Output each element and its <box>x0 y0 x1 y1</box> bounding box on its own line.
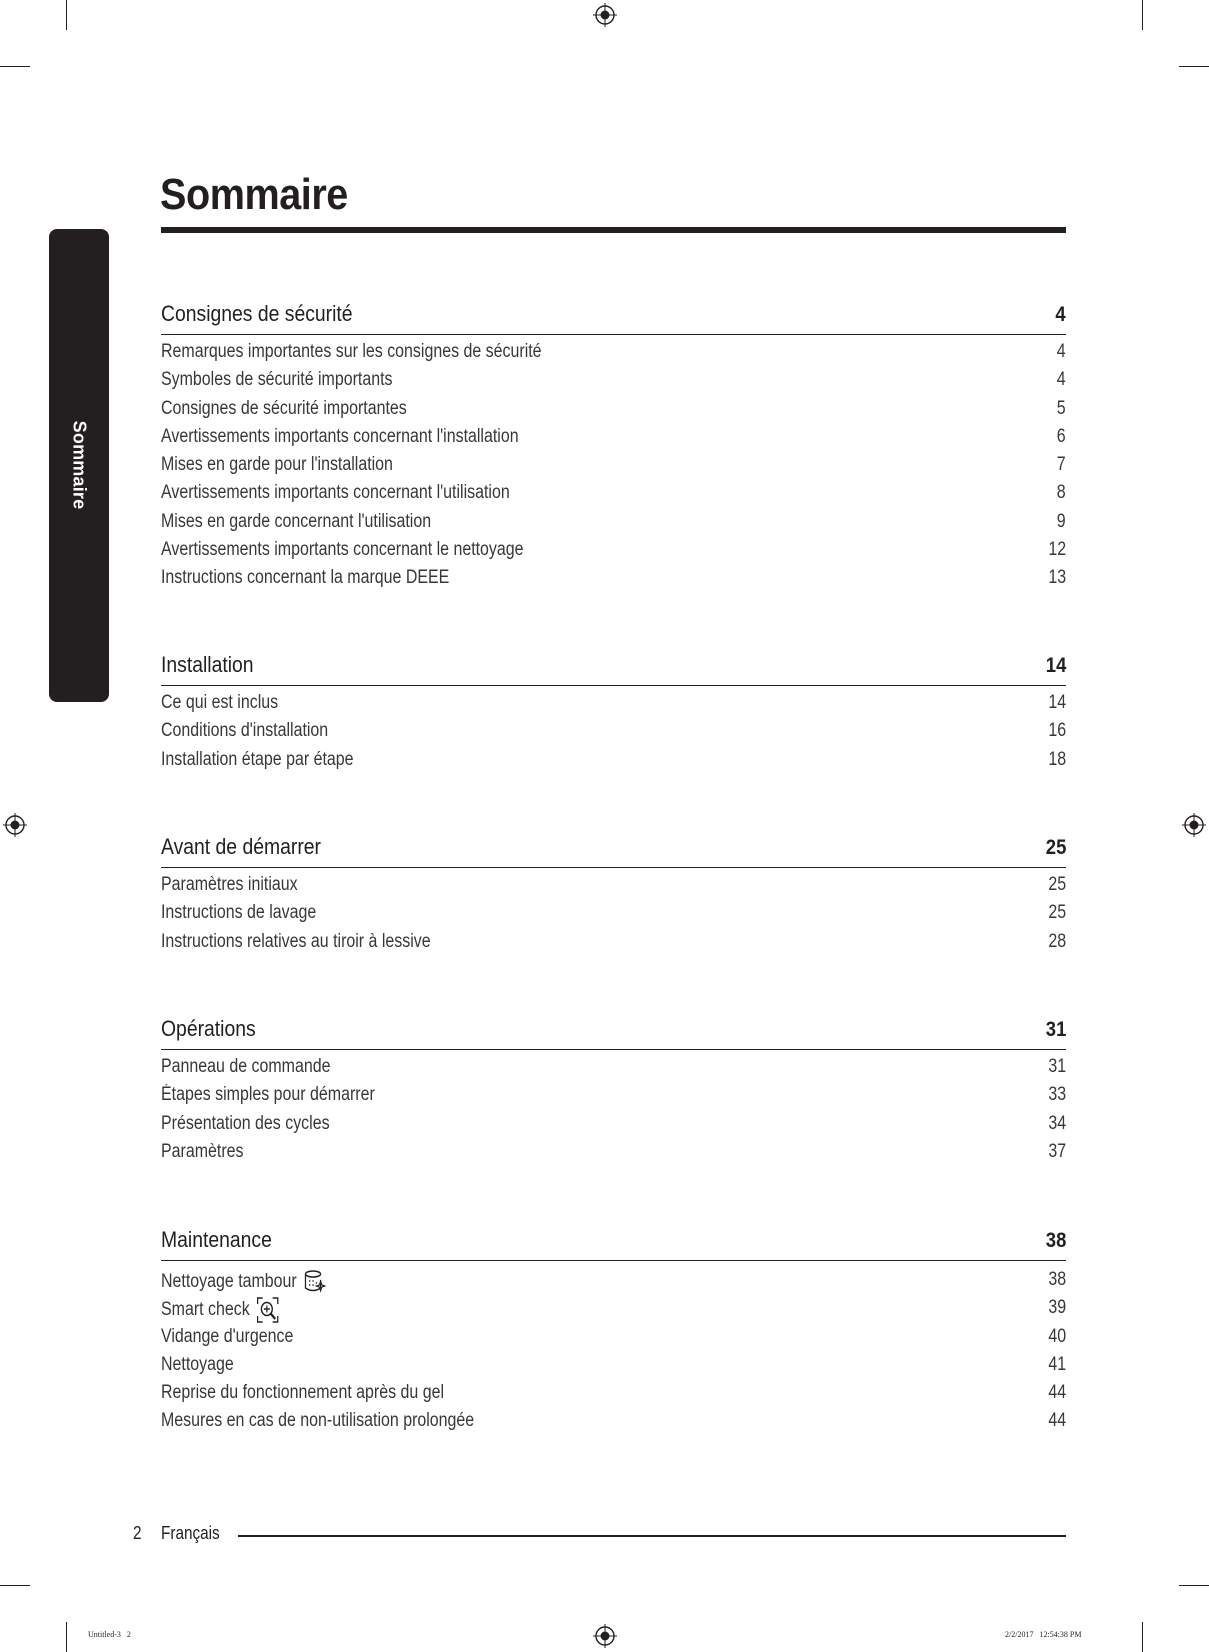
toc-entry[interactable] <box>161 872 1066 900</box>
entry-label: Ce qui est inclus <box>161 692 279 713</box>
entry-label: Panneau de commande <box>161 1056 331 1077</box>
entry-page-number: 39 <box>1048 1297 1066 1319</box>
entry-page-number: 4 <box>1057 369 1066 391</box>
section-page-number: 31 <box>1045 1018 1066 1041</box>
footer-page-number: 2 <box>133 1523 142 1543</box>
footer-rule <box>238 1535 1066 1537</box>
toc-entry[interactable] <box>161 424 1066 452</box>
toc-entry[interactable] <box>161 1380 1066 1408</box>
toc-section-maintenance <box>161 1226 1066 1437</box>
section-page-number: 38 <box>1045 1229 1066 1252</box>
entry-page-number: 37 <box>1048 1140 1066 1162</box>
section-header <box>161 833 1066 868</box>
entry-label: Instructions concernant la marque DEEE <box>161 567 450 589</box>
entry-page-number: 28 <box>1048 930 1066 952</box>
entry-page-number: 40 <box>1048 1325 1066 1347</box>
toc-entry[interactable] <box>161 1139 1066 1167</box>
entry-page-number: 38 <box>1048 1269 1066 1290</box>
registration-mark-icon <box>1182 813 1206 837</box>
drum-clean-icon <box>303 1269 325 1295</box>
registration-mark-icon <box>593 1624 617 1648</box>
entry-page-number: 5 <box>1057 397 1066 419</box>
toc-entry[interactable] <box>161 1082 1066 1110</box>
entry-page-number: 25 <box>1048 902 1066 924</box>
toc-entry[interactable] <box>161 900 1066 928</box>
entry-label: Avertissements importants concernant l'utilisation <box>161 482 510 504</box>
entry-page-number: 44 <box>1048 1410 1066 1432</box>
entry-label: Symboles de sécurité importants <box>161 369 393 391</box>
toc-entry[interactable] <box>161 480 1066 508</box>
print-slug-timestamp: 2/2/2017 12:54:38 PM <box>1005 1630 1082 1639</box>
section-page-number: 4 <box>1055 303 1066 326</box>
entry-label: Conditions d'installation <box>161 720 329 742</box>
toc-entry[interactable] <box>161 565 1066 593</box>
entry-label: Vidange d'urgence <box>161 1325 294 1347</box>
toc-section-avant-de-demarrer <box>161 833 1066 957</box>
section-title[interactable]: Opérations <box>161 1016 256 1041</box>
section-header <box>161 651 1066 686</box>
footer-language: Français <box>161 1523 220 1543</box>
section-header <box>161 1015 1066 1050</box>
entry-label: Paramètres <box>161 1140 244 1162</box>
section-page-number: 14 <box>1045 654 1066 677</box>
crop-mark <box>1179 1585 1209 1586</box>
entry-label: Remarques importantes sur les consignes de sécurité <box>161 341 542 362</box>
entry-label: Avertissements importants concernant l'installation <box>161 425 519 447</box>
section-title[interactable]: Avant de démarrer <box>161 834 321 859</box>
smart-check-icon <box>256 1297 278 1323</box>
crop-mark <box>66 1622 67 1652</box>
crop-mark <box>0 1585 30 1586</box>
entry-page-number: 18 <box>1048 748 1066 770</box>
entry-page-number: 31 <box>1048 1056 1066 1077</box>
entry-label: Smart check <box>161 1299 250 1321</box>
toc-entry[interactable] <box>161 1352 1066 1380</box>
page-title: Sommaire <box>160 170 348 219</box>
entry-page-number: 41 <box>1048 1353 1066 1375</box>
entry-label: Reprise du fonctionnement après du gel <box>161 1382 445 1404</box>
toc-entry[interactable] <box>161 339 1066 367</box>
entry-page-number: 33 <box>1048 1084 1066 1106</box>
entry-page-number: 14 <box>1048 692 1066 713</box>
entry-label-group <box>161 1297 278 1323</box>
toc-entry[interactable] <box>161 1054 1066 1082</box>
section-title[interactable]: Installation <box>161 652 254 677</box>
crop-mark <box>66 0 67 30</box>
crop-mark <box>0 66 30 67</box>
entry-label: Présentation des cycles <box>161 1112 330 1134</box>
section-title[interactable]: Consignes de sécurité <box>161 301 353 326</box>
entry-label: Paramètres initiaux <box>161 874 298 895</box>
toc-entry[interactable] <box>161 718 1066 746</box>
entry-page-number: 13 <box>1048 567 1066 589</box>
crop-mark <box>1142 0 1143 30</box>
entry-label: Instructions relatives au tiroir à lessive <box>161 930 431 952</box>
toc-entry[interactable] <box>161 1324 1066 1352</box>
entry-label: Nettoyage <box>161 1353 234 1375</box>
toc-entry[interactable] <box>161 1295 1066 1323</box>
toc-section-consignes <box>161 300 1066 594</box>
entry-label: Mises en garde concernant l'utilisation <box>161 510 432 532</box>
toc-entry[interactable] <box>161 1267 1066 1295</box>
toc-entry[interactable] <box>161 1111 1066 1139</box>
entry-page-number: 44 <box>1048 1382 1066 1404</box>
toc-entry[interactable] <box>161 929 1066 957</box>
crop-mark <box>1179 66 1209 67</box>
toc-entry[interactable] <box>161 690 1066 718</box>
registration-mark-icon <box>593 3 617 27</box>
entry-page-number: 34 <box>1048 1112 1066 1134</box>
entry-page-number: 16 <box>1048 720 1066 742</box>
section-header <box>161 300 1066 335</box>
entry-label: Avertissements importants concernant le nettoyage <box>161 539 524 561</box>
entry-label: Nettoyage tambour <box>161 1271 297 1292</box>
section-title[interactable]: Maintenance <box>161 1227 272 1252</box>
print-slug-file: Untitled-3 2 <box>88 1630 131 1639</box>
entry-page-number: 25 <box>1048 874 1066 895</box>
entry-page-number: 6 <box>1057 425 1066 447</box>
toc-entry[interactable] <box>161 396 1066 424</box>
section-header <box>161 1226 1066 1261</box>
section-page-number: 25 <box>1045 836 1066 859</box>
toc-entry[interactable] <box>161 747 1066 775</box>
toc-entry[interactable] <box>161 1408 1066 1436</box>
toc-entry[interactable] <box>161 452 1066 480</box>
entry-label-group <box>161 1269 325 1295</box>
entry-label: Instructions de lavage <box>161 902 317 924</box>
registration-mark-icon <box>3 813 27 837</box>
toc-section-installation <box>161 651 1066 775</box>
entry-page-number: 4 <box>1057 341 1066 362</box>
entry-page-number: 8 <box>1057 482 1066 504</box>
entry-page-number: 9 <box>1057 510 1066 532</box>
entry-label: Consignes de sécurité importantes <box>161 397 407 419</box>
toc-entry[interactable] <box>161 367 1066 395</box>
title-rule <box>161 227 1066 233</box>
entry-page-number: 7 <box>1057 454 1066 476</box>
side-tab-label: Sommaire <box>69 420 90 510</box>
entry-label: Mises en garde pour l'installation <box>161 454 393 476</box>
entry-label: Mesures en cas de non-utilisation prolongée <box>161 1410 475 1432</box>
toc-entry[interactable] <box>161 537 1066 565</box>
entry-page-number: 12 <box>1048 539 1066 561</box>
entry-label: Étapes simples pour démarrer <box>161 1084 375 1106</box>
crop-mark <box>1142 1622 1143 1652</box>
toc-entry[interactable] <box>161 509 1066 537</box>
entry-label: Installation étape par étape <box>161 748 354 770</box>
toc-section-operations <box>161 1015 1066 1167</box>
